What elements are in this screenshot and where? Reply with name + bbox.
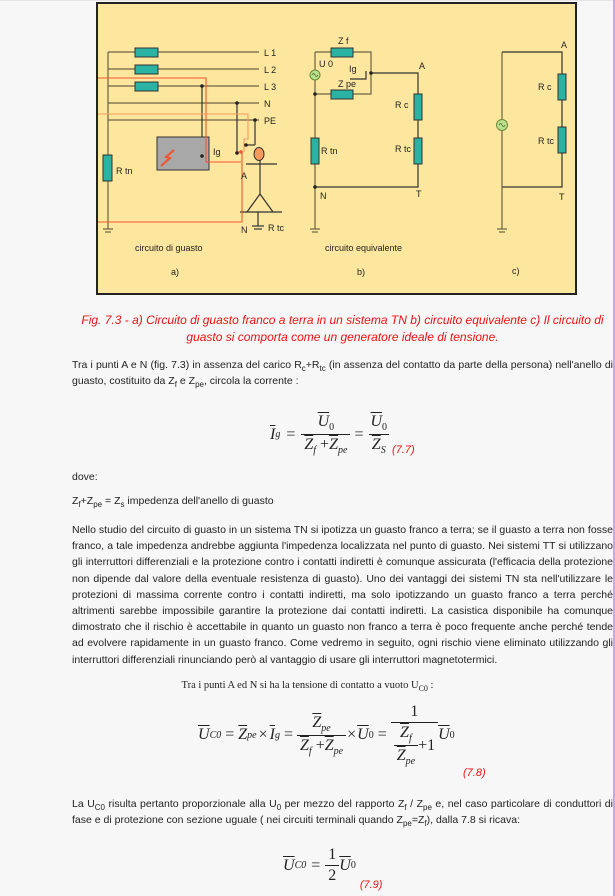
resistor-rc-b <box>414 94 422 120</box>
sub: C0 <box>94 803 106 813</box>
circuit-diagram <box>98 4 575 293</box>
eq-sub: pe <box>337 445 348 457</box>
sub: tc <box>319 364 326 374</box>
eq-symbol: $\overline{Z}$ <box>324 736 334 754</box>
eq-symbol: $\overline{Z}$ <box>304 436 314 454</box>
eq-sub: f <box>308 745 312 757</box>
label-l1: L 1 <box>264 48 277 58</box>
eq-symbol: $\overline{Z}$ <box>312 713 322 731</box>
label-node-t-c: T <box>559 192 565 202</box>
label-rtc-b: R tc <box>395 144 412 154</box>
sub: pe <box>195 380 204 390</box>
label-l3: L 3 <box>264 82 277 92</box>
fuse-l1 <box>135 48 158 57</box>
eq-sub: 0 <box>382 422 388 434</box>
text: Z <box>72 495 79 507</box>
resistor-rtc-b <box>414 138 422 164</box>
fraction: $\frac{\overline{U}_0}{\overline{Z}_f +\overline{Z}_{pe}}$ <box>301 413 350 456</box>
dove-label: dove: <box>72 471 98 483</box>
eq-sub: 0 <box>449 729 455 741</box>
text: +Z <box>80 495 94 507</box>
figure-caption: Fig. 7.3 - a) Circuito di guasto franco a terra in un sistema TN b) circuito equivalente c) Il circuito di guasto si comporta come un generatore ideale di tensione. <box>81 313 604 344</box>
sub: c <box>301 364 306 374</box>
sub: pe <box>423 803 432 813</box>
sub: f <box>424 819 427 829</box>
text: e Z <box>176 375 196 387</box>
impedance-zf <box>331 48 353 57</box>
person-head <box>254 148 264 161</box>
label-node-a-b: A <box>419 61 426 71</box>
eq-sub: C0 <box>294 860 307 871</box>
eq-sub: pe <box>247 729 257 741</box>
label-node-a-c: A <box>561 40 568 50</box>
label-ig-b: Ig <box>349 64 357 74</box>
eq-sub: 0 <box>368 729 374 741</box>
text: impedenza dell'anello di guasto <box>124 495 274 507</box>
inner-fraction <box>394 724 418 767</box>
text: ), dalla 7.8 si ricava: <box>426 814 521 826</box>
eq-plus-one: +1 <box>418 736 436 754</box>
eq-sub: pe <box>405 756 416 768</box>
paragraph-ratio <box>72 796 613 828</box>
label-zf: Z f <box>338 36 349 46</box>
fraction: $\frac{\overline{Z}_{pe}}{\overline{Z}_f +\overline{Z}_{pe}}$ <box>297 714 346 757</box>
panel-a-letter: a) <box>171 267 180 277</box>
top-divider <box>0 0 613 1</box>
sub: f <box>174 380 177 390</box>
eq-sub: f <box>408 733 412 745</box>
equation-7-8: $\overline{U}$ C0 = $\overline{Z}$ pe × $\overline{I}$ g = $\frac{\overline{Z}_{pe}}{\overline{Z}_f +\overline{Z}_{pe}}$ × $\overline{U}$ 0 = 1 $\frac{\overline{Z}_f}{\overline{Z}_{pe}}$ +1 $\overline{U}$ 0 <box>198 703 455 768</box>
eq-symbol: $\overline{Z}$ <box>238 726 248 744</box>
eq-sub: S <box>380 445 386 457</box>
text: Tra i punti A ed N si ha la tensione di contatto a vuoto U <box>181 680 419 691</box>
equation-number: (7.8) <box>463 767 486 779</box>
eq-den: 2 <box>325 865 339 885</box>
eq-sub: C0 <box>209 729 222 741</box>
text: La U <box>72 798 95 810</box>
equipment-enclosure <box>157 137 209 170</box>
text: =Z <box>411 814 425 826</box>
text: : <box>427 680 434 691</box>
eq-sub: f <box>313 445 317 457</box>
sub: pe <box>402 819 412 829</box>
eq-symbol: $\overline{U}$ <box>339 856 351 874</box>
panel-b-title: circuito equivalente <box>325 243 403 253</box>
eq-symbol: $\overline{U}$ <box>283 856 295 874</box>
resistor-rc-c <box>558 74 566 100</box>
resistor-rtn-b <box>311 138 319 164</box>
eq-sub: 0 <box>329 422 335 434</box>
label-n: N <box>264 99 271 109</box>
paragraph-tn-system: Nello studio del circuito di guasto in un sistema TN si ipotizza un guasto franco a terra; se il guasto a terra non fosse franco, a tale impedenza andrebbe aggiunta l'impedenza localizzata nel punto di guasto. Nei sistemi TT si utilizzano gli interruttori differenziali e la protezione contro i contatti indiretti è comunque assicurata (l'efficacia della protezione non dipende dal valore della eventuale resistenza di guasto). Uno dei vantaggi dei sistemi TN sta nell'utilizzare le protezioni di massima corrente contro i contatti indiretti, ma solo ipotizzando un guasto franco a terra perché altrimenti sarebbe impossibile garantire la protezione dai contatti indiretti. La casistica disponibile ha comunque dimostrato che il rischio è accettabile in quanto un guasto non franco a terra è poco frequente anche perché tende ad evolvere rapidamente in un guasto franco. Come vedremo in seguito, ogni rischio viene eliminato utilizzando gli interruttori differenziali rinunciando però al vantaggio di usare gli interruttori magnetotermici. <box>72 524 613 666</box>
eq-operator: × <box>347 726 357 744</box>
equation-7-9: $\overline{U}$ C0 = $\frac{1}{2}$ $\overline{U}$ 0 (7.9) <box>283 846 383 891</box>
label-rtc-a: R tc <box>268 223 285 233</box>
figure-7-3 <box>96 2 577 295</box>
paragraph-intro <box>72 357 613 389</box>
eq-symbol: $\overline{I}$ <box>269 726 275 744</box>
eq-operator: × <box>258 726 268 744</box>
panel-a-title: circuito di guasto <box>135 243 203 253</box>
label-zpe: Z pe <box>338 79 357 89</box>
eq-symbol: $\overline{Z}$ <box>396 747 406 765</box>
sub: C0 <box>418 684 428 694</box>
text: per mezzo del rapporto Z <box>281 798 405 810</box>
eq-sub: g <box>274 729 280 741</box>
label-node-n-b: N <box>320 191 327 201</box>
sub: 0 <box>276 803 282 813</box>
definition-zs <box>72 493 613 509</box>
label-rtn-a: R tn <box>116 166 133 176</box>
resistor-rtn <box>103 155 112 181</box>
eq-symbol: $\overline{Z}$ <box>371 436 381 454</box>
fraction <box>325 846 339 885</box>
text: Tra i punti A e N (fig. 7.3) in assenza del carico R <box>72 359 302 371</box>
text: risulta pertanto proporzionale alla U <box>105 798 277 810</box>
eq-symbol: $\overline{Z}$ <box>300 736 309 754</box>
eq-symbol: $\overline{Z}$ <box>329 436 338 454</box>
eq-symbol: $\overline{I}$ <box>270 425 276 443</box>
panel-b <box>310 52 418 232</box>
fuse-l2 <box>135 65 158 74</box>
label-ig-a: Ig <box>213 147 221 157</box>
eq-symbol: $\overline{U}$ <box>198 726 210 744</box>
equation-7-7: $\overline{I}$ g = $\frac{\overline{U}_0}{\overline{Z}_f +\overline{Z}_{pe}}$ = $\frac{\overline{U}_0}{\overline{Z}_S}$ (7.7) <box>270 413 415 457</box>
eq-symbol: $\overline{U}$ <box>357 726 369 744</box>
text: (in assenza del contatto da parte della persona) nell'anello di guasto, costituito da Z <box>72 359 613 387</box>
label-rtn-b: R tn <box>321 146 338 156</box>
label-rc-b: R c <box>395 100 409 110</box>
eq-symbol: $\overline{U}$ <box>317 413 330 430</box>
label-node-t-b: T <box>416 189 422 199</box>
text: , circola la corrente : <box>203 375 299 387</box>
resistor-rtc-c <box>558 127 566 153</box>
equation-number: (7.9) <box>359 879 383 891</box>
eq-symbol: $\overline{U}$ <box>370 413 383 430</box>
label-node-n: N <box>241 225 248 235</box>
eq-sub: pe <box>333 745 344 757</box>
label-u0: U 0 <box>319 59 334 69</box>
label-pe: PE <box>264 116 277 126</box>
text: e, nel caso particolare di conduttori di fase e di protezione con sezione uguale ( nei circuiti terminali quando Z <box>72 798 613 826</box>
paragraph-uc0 <box>0 680 615 693</box>
label-rc-c: R c <box>538 82 552 92</box>
fraction <box>391 703 438 767</box>
label-node-a: A <box>241 171 248 181</box>
text: = Z <box>102 495 121 507</box>
text: / Z <box>406 798 423 810</box>
fuse-l3 <box>135 82 158 91</box>
equation-number: (7.7) <box>392 444 415 457</box>
impedance-zpe <box>331 90 353 99</box>
sub: s <box>120 500 125 510</box>
eq-sub: 0 <box>350 860 356 871</box>
sub: f <box>404 803 407 813</box>
text: +R <box>305 359 320 371</box>
panel-b-letter: b) <box>357 267 366 277</box>
sub: pe <box>93 500 103 510</box>
eq-symbol: $\overline{Z}$ <box>400 724 409 741</box>
panel-c-letter: c) <box>512 266 520 276</box>
label-rtc-c: R tc <box>538 136 555 146</box>
eq-sub: pe <box>321 722 331 734</box>
eq-one: 1 <box>410 703 419 720</box>
sub: f <box>78 500 81 510</box>
eq-sub: g <box>275 429 281 441</box>
label-l2: L 2 <box>264 65 277 75</box>
eq-num: 1 <box>328 846 337 863</box>
eq-symbol: $\overline{U}$ <box>438 726 450 744</box>
fraction <box>367 413 390 456</box>
